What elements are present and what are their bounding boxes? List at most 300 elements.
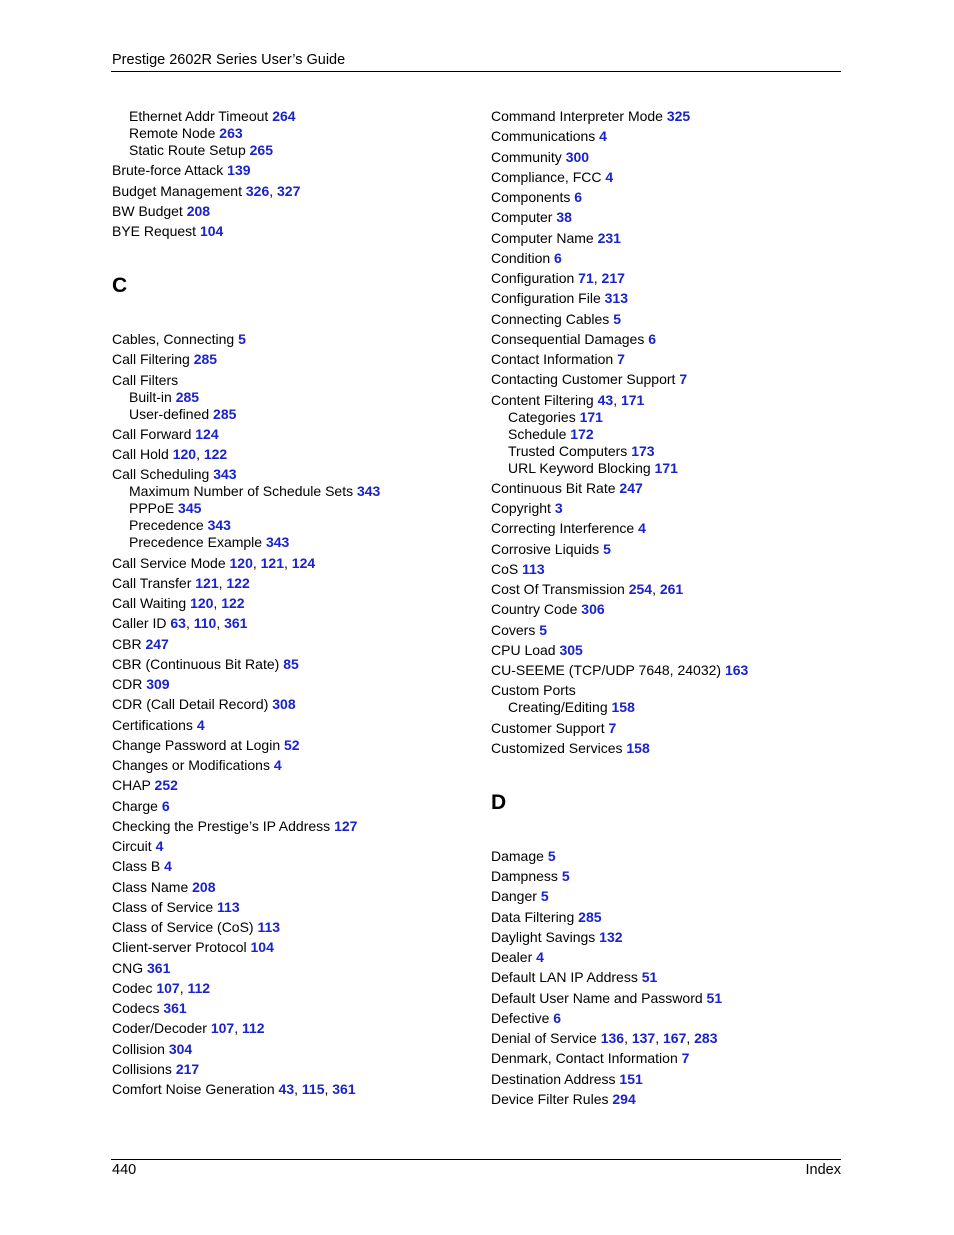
page-link[interactable]: 285	[175, 389, 200, 405]
index-term: Daylight Savings	[491, 929, 596, 945]
index-term: Class Name	[112, 879, 189, 895]
page-separator: ,	[179, 980, 188, 996]
index-entry	[112, 1041, 192, 1058]
index-term: Charge	[112, 798, 158, 814]
index-entry	[491, 561, 545, 578]
page-link[interactable]: 7	[681, 1050, 690, 1066]
page-link[interactable]: 265	[249, 142, 273, 158]
page-link[interactable]: 4	[196, 717, 205, 733]
index-entry	[112, 858, 172, 875]
index-term: Data Filtering	[491, 909, 575, 925]
index-entry	[112, 757, 282, 774]
index-entry	[491, 331, 656, 348]
index-term: Class of Service (CoS)	[112, 919, 254, 935]
index-entry	[112, 636, 169, 653]
index-term: Schedule	[508, 426, 567, 442]
index-term: Collision	[112, 1041, 165, 1057]
index-entry	[491, 1071, 643, 1088]
page-separator: ,	[234, 1020, 242, 1036]
index-entry	[112, 899, 240, 916]
index-entry	[112, 555, 315, 572]
page-separator: ,	[269, 183, 278, 199]
index-term: Configuration	[491, 270, 575, 286]
index-term: Command Interpreter Mode	[491, 108, 663, 124]
index-entry	[112, 372, 178, 389]
page-link[interactable]: 71	[578, 270, 594, 286]
index-term: Brute-force Attack	[112, 162, 224, 178]
page-link[interactable]: 107	[156, 980, 180, 996]
index-entry	[491, 601, 605, 618]
index-subentry	[129, 517, 231, 534]
index-subentry	[129, 142, 273, 159]
index-term: PPPoE	[129, 500, 175, 516]
page-link[interactable]: 171	[579, 409, 603, 425]
page-link[interactable]: 343	[213, 466, 237, 482]
page-link[interactable]: 115	[301, 1081, 325, 1097]
index-entry	[491, 642, 583, 659]
page-link[interactable]: 4	[605, 169, 614, 185]
index-entry	[112, 939, 274, 956]
page-link[interactable]: 217	[175, 1061, 200, 1077]
page-link[interactable]: 252	[154, 777, 178, 793]
page-link[interactable]: 51	[706, 990, 723, 1006]
index-subentry	[129, 125, 243, 142]
index-term: Denmark, Contact Information	[491, 1050, 678, 1066]
index-entry	[491, 740, 650, 757]
page-link[interactable]: 43	[597, 392, 614, 408]
index-term: Dampness	[491, 868, 558, 884]
index-subentry	[508, 699, 635, 716]
index-entry	[112, 879, 216, 896]
index-entry	[491, 990, 722, 1007]
index-entry	[112, 737, 300, 754]
page-link[interactable]: 325	[666, 108, 691, 124]
index-term: CDR	[112, 676, 143, 692]
page-link[interactable]: 113	[522, 561, 545, 577]
page-link[interactable]: 120	[190, 595, 214, 611]
page-link[interactable]: 104	[199, 223, 224, 239]
page-separator: ,	[624, 1030, 632, 1046]
page-link[interactable]: 313	[604, 290, 628, 306]
page-link[interactable]: 361	[147, 960, 171, 976]
index-term: Denial of Service	[491, 1030, 597, 1046]
running-header: Prestige 2602R Series User’s Guide	[112, 52, 346, 68]
page-link[interactable]: 208	[186, 203, 211, 219]
index-term: BYE Request	[112, 223, 197, 239]
index-term: BW Budget	[112, 203, 183, 219]
index-term: URL Keyword Blocking	[508, 460, 651, 476]
index-subentry	[129, 483, 380, 500]
index-entry	[112, 656, 299, 673]
index-term: Collisions	[112, 1061, 172, 1077]
index-entry	[112, 426, 219, 443]
index-entry	[491, 1050, 689, 1067]
page-link[interactable]: 6	[648, 331, 657, 347]
index-term: CBR (Continuous Bit Rate)	[112, 656, 280, 672]
page-link[interactable]: 6	[161, 798, 170, 814]
page-link[interactable]: 107	[210, 1020, 235, 1036]
index-term: User-defined	[129, 406, 210, 422]
page-link[interactable]: 361	[224, 615, 248, 631]
index-entry	[491, 888, 549, 905]
page-link[interactable]: 231	[597, 230, 621, 246]
page-link[interactable]: 7	[617, 351, 625, 367]
index-term: Static Route Setup	[129, 142, 246, 158]
page-link[interactable]: 343	[207, 517, 231, 533]
index-term: Consequential Damages	[491, 331, 645, 347]
index-term: CHAP	[112, 777, 151, 793]
index-entry	[491, 622, 547, 639]
page-link[interactable]: 7	[608, 720, 617, 736]
page-separator: ,	[294, 1081, 302, 1097]
index-entry	[491, 868, 570, 885]
page-link[interactable]: 6	[553, 1010, 562, 1026]
index-subentry	[129, 389, 199, 406]
page-link[interactable]: 122	[203, 446, 228, 462]
index-term: Destination Address	[491, 1071, 616, 1087]
page-link[interactable]: 172	[570, 426, 594, 442]
page-separator: ,	[284, 555, 292, 571]
index-term: Categories	[508, 409, 576, 425]
page-link[interactable]: 43	[278, 1081, 295, 1097]
index-subentry	[129, 406, 236, 423]
page-link[interactable]: 6	[554, 250, 562, 266]
page-link[interactable]: 121	[195, 575, 219, 591]
index-term: Call Filtering	[112, 351, 190, 367]
index-term: Codecs	[112, 1000, 160, 1016]
index-term: Dealer	[491, 949, 533, 965]
page-link[interactable]: 63	[170, 615, 186, 631]
index-term: Precedence	[129, 517, 204, 533]
page-separator: ,	[213, 595, 222, 611]
index-term: Call Service Mode	[112, 555, 226, 571]
page-link[interactable]: 5	[539, 622, 548, 638]
index-term: Components	[491, 189, 571, 205]
page-separator: ,	[216, 615, 225, 631]
index-term: Computer	[491, 209, 553, 225]
index-entry	[491, 520, 646, 537]
index-entry	[112, 183, 300, 200]
page-link[interactable]: 4	[638, 520, 646, 536]
index-entry	[112, 798, 170, 815]
index-term: Covers	[491, 622, 536, 638]
page-separator: ,	[613, 392, 621, 408]
page-separator: ,	[686, 1030, 695, 1046]
index-term: Comfort Noise Generation	[112, 1081, 275, 1097]
page-link[interactable]: 5	[613, 311, 621, 327]
page-link[interactable]: 104	[250, 939, 274, 955]
index-term: Copyright	[491, 500, 551, 516]
index-term: Custom Ports	[491, 682, 576, 698]
header-rule	[111, 71, 841, 72]
footer-rule	[111, 1159, 841, 1160]
page-link[interactable]: 136	[600, 1030, 625, 1046]
index-entry	[491, 1010, 561, 1027]
page-link[interactable]: 264	[272, 108, 296, 124]
index-term: Call Waiting	[112, 595, 187, 611]
index-entry	[112, 575, 250, 592]
index-entry	[491, 371, 687, 388]
page-separator: ,	[593, 270, 602, 286]
index-term: Default LAN IP Address	[491, 969, 638, 985]
index-entry	[112, 980, 210, 997]
index-entry	[491, 682, 576, 699]
page-link[interactable]: 326	[245, 183, 270, 199]
page-link[interactable]: 5	[603, 541, 611, 557]
page-link[interactable]: 139	[227, 162, 251, 178]
page-link[interactable]: 4	[536, 949, 544, 965]
page-separator: ,	[655, 1030, 663, 1046]
index-entry	[112, 351, 217, 368]
page-link[interactable]: 121	[260, 555, 284, 571]
index-entry	[491, 541, 611, 558]
page-link[interactable]: 38	[556, 209, 572, 225]
index-entry	[112, 1061, 199, 1078]
page-link[interactable]: 285	[193, 351, 218, 367]
index-entry	[491, 1030, 718, 1047]
page-link[interactable]: 283	[694, 1030, 718, 1046]
index-entry	[491, 581, 683, 598]
index-term: Contacting Customer Support	[491, 371, 676, 387]
index-entry	[112, 1020, 265, 1037]
page-link[interactable]: 5	[561, 868, 570, 884]
page-link[interactable]: 85	[283, 656, 299, 672]
section-name: Index	[805, 1162, 841, 1178]
page-link[interactable]: 110	[193, 615, 217, 631]
page-link[interactable]: 120	[172, 446, 197, 462]
page-link[interactable]: 7	[679, 371, 688, 387]
index-term: Codec	[112, 980, 153, 996]
index-term: Changes or Modifications	[112, 757, 270, 773]
page-link[interactable]: 112	[241, 1020, 265, 1036]
index-term: Coder/Decoder	[112, 1020, 207, 1036]
index-subentry	[129, 500, 201, 517]
index-entry	[491, 969, 657, 986]
index-term: CU-SEEME (TCP/UDP 7648, 24032)	[491, 662, 722, 678]
page-link[interactable]: 4	[273, 757, 282, 773]
page-link[interactable]: 343	[356, 483, 381, 499]
index-entry	[112, 777, 178, 794]
page-link[interactable]: 124	[291, 555, 316, 571]
index-entry	[112, 818, 357, 835]
page-separator: ,	[196, 446, 204, 462]
page-separator: ,	[185, 615, 194, 631]
index-entry	[491, 189, 582, 206]
page-link[interactable]: 6	[574, 189, 583, 205]
page-link[interactable]: 345	[178, 500, 202, 516]
index-entry	[491, 250, 562, 267]
index-entry	[112, 446, 227, 463]
index-entry	[491, 128, 607, 145]
index-entry	[112, 203, 210, 220]
index-term: Ethernet Addr Timeout	[129, 108, 269, 124]
index-term: Creating/Editing	[508, 699, 608, 715]
section-letter-heading: D	[491, 790, 507, 814]
page-link[interactable]: 122	[226, 575, 250, 591]
page-link[interactable]: 127	[334, 818, 358, 834]
index-term: Class of Service	[112, 899, 214, 915]
page-link[interactable]: 113	[217, 899, 240, 915]
page-link[interactable]: 361	[163, 1000, 187, 1016]
index-entry	[112, 676, 170, 693]
index-entry	[112, 223, 223, 240]
page-link[interactable]: 124	[195, 426, 219, 442]
index-term: Remote Node	[129, 125, 216, 141]
index-term: Call Transfer	[112, 575, 192, 591]
index-subentry	[129, 534, 289, 551]
page-separator: ,	[652, 581, 660, 597]
page-link[interactable]: 122	[221, 595, 245, 611]
index-entry	[112, 960, 170, 977]
page-number: 440	[112, 1162, 137, 1178]
index-term: Call Filters	[112, 372, 179, 388]
index-entry	[112, 838, 163, 855]
index-term: Checking the Prestige’s IP Address	[112, 818, 331, 834]
page-link[interactable]: 4	[155, 838, 164, 854]
index-term: CoS	[491, 561, 519, 577]
page-link[interactable]: 217	[601, 270, 625, 286]
page-link[interactable]: 285	[578, 909, 602, 925]
page-link[interactable]: 173	[631, 443, 655, 459]
index-entry	[491, 290, 628, 307]
index-term: Precedence Example	[129, 534, 263, 550]
page-link[interactable]: 113	[257, 919, 281, 935]
page-link[interactable]: 5	[238, 331, 246, 347]
page-link[interactable]: 247	[619, 480, 643, 496]
index-term: Cables, Connecting	[112, 331, 235, 347]
page-separator: ,	[218, 575, 227, 591]
index-entry	[491, 230, 621, 247]
page-link[interactable]: 158	[626, 740, 650, 756]
page-link[interactable]: 167	[663, 1030, 687, 1046]
index-term: Community	[491, 149, 562, 165]
index-term: Call Hold	[112, 446, 169, 462]
page-link[interactable]: 343	[265, 534, 290, 550]
index-term: Danger	[491, 888, 537, 904]
page-link[interactable]: 294	[612, 1091, 636, 1107]
page-link[interactable]: 171	[654, 460, 678, 476]
index-subentry	[508, 460, 678, 477]
index-entry	[491, 392, 644, 409]
index-term: Country Code	[491, 601, 578, 617]
page-separator: ,	[324, 1081, 333, 1097]
page-link[interactable]: 361	[332, 1081, 356, 1097]
page-link[interactable]: 309	[146, 676, 170, 692]
index-term: Contact Information	[491, 351, 614, 367]
index-term: Customized Services	[491, 740, 623, 756]
index-term: CBR	[112, 636, 142, 652]
section-letter-heading: C	[112, 274, 128, 297]
page-link[interactable]: 137	[631, 1030, 656, 1046]
page-link[interactable]: 132	[599, 929, 623, 945]
page-link[interactable]: 52	[284, 737, 300, 753]
index-entry	[491, 209, 572, 226]
index-entry	[491, 169, 613, 186]
index-entry	[491, 311, 621, 328]
index-term: Circuit	[112, 838, 152, 854]
index-subentry	[508, 409, 603, 426]
index-entry	[112, 919, 280, 936]
page-link[interactable]: 163	[724, 662, 749, 678]
page-link[interactable]: 208	[192, 879, 216, 895]
index-term: Computer Name	[491, 230, 594, 246]
index-entry	[491, 909, 602, 926]
index-entry	[491, 720, 616, 737]
index-term: Certifications	[112, 717, 193, 733]
index-entry	[112, 595, 245, 612]
index-term: Trusted Computers	[508, 443, 628, 459]
index-subentry	[508, 443, 655, 460]
page-link[interactable]: 158	[611, 699, 635, 715]
index-term: Continuous Bit Rate	[491, 480, 616, 496]
index-entry	[112, 615, 247, 632]
index-term: Client-server Protocol	[112, 939, 247, 955]
index-entry	[112, 696, 296, 713]
page-link[interactable]: 4	[599, 128, 607, 144]
index-entry	[112, 1081, 356, 1098]
index-entry	[491, 480, 643, 497]
page-link[interactable]: 4	[164, 858, 172, 874]
page-link[interactable]: 120	[229, 555, 253, 571]
index-entry	[491, 500, 563, 517]
index-entry	[112, 331, 246, 348]
index-entry	[491, 108, 690, 125]
index-term: CPU Load	[491, 642, 556, 658]
page-link[interactable]: 112	[187, 980, 211, 996]
page-link[interactable]: 285	[213, 406, 237, 422]
index-subentry	[508, 426, 594, 443]
index-term: Caller ID	[112, 615, 167, 631]
index-entry	[491, 662, 748, 679]
index-term: Cost Of Transmission	[491, 581, 625, 597]
page-link[interactable]: 171	[620, 392, 645, 408]
index-term: Customer Support	[491, 720, 605, 736]
page-link[interactable]: 247	[145, 636, 169, 652]
index-term: Default User Name and Password	[491, 990, 703, 1006]
page-link[interactable]: 5	[540, 888, 549, 904]
page-separator: ,	[252, 555, 261, 571]
page-link[interactable]: 3	[554, 500, 563, 516]
page-link[interactable]: 5	[547, 848, 556, 864]
index-term: CNG	[112, 960, 144, 976]
index-term: Corrosive Liquids	[491, 541, 600, 557]
index-term: Call Forward	[112, 426, 192, 442]
index-term: Maximum Number of Schedule Sets	[129, 483, 354, 499]
page-link[interactable]: 51	[641, 969, 658, 985]
index-term: Defective	[491, 1010, 550, 1026]
index-term: Configuration File	[491, 290, 601, 306]
page-link[interactable]: 304	[168, 1041, 193, 1057]
page-link[interactable]: 327	[277, 183, 301, 199]
index-term: CDR (Call Detail Record)	[112, 696, 269, 712]
page-link[interactable]: 305	[559, 642, 583, 658]
index-entry	[491, 351, 625, 368]
page-link[interactable]: 261	[659, 581, 684, 597]
index-entry	[112, 1000, 187, 1017]
page-link[interactable]: 254	[628, 581, 653, 597]
index-entry	[491, 929, 623, 946]
index-entry	[491, 1091, 636, 1108]
index-term: Condition	[491, 250, 551, 266]
index-entry	[112, 466, 237, 483]
page-link[interactable]: 308	[272, 696, 296, 712]
page-link[interactable]: 306	[581, 601, 605, 617]
page-link[interactable]: 300	[565, 149, 590, 165]
page-link[interactable]: 151	[619, 1071, 643, 1087]
index-entry	[491, 949, 544, 966]
index-term: Built-in	[129, 389, 172, 405]
page-link[interactable]: 263	[219, 125, 243, 141]
